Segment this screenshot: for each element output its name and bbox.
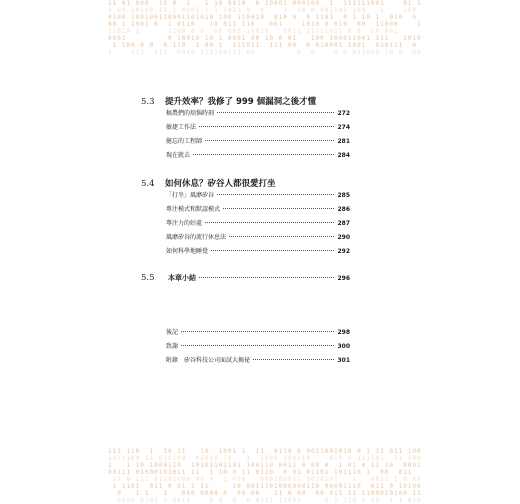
section-title: 如何休息？矽谷人都很愛打坐 <box>165 179 276 189</box>
toc-entry-title: 健忘的工程師 <box>166 138 203 145</box>
toc-entry-page: 284 <box>337 152 350 159</box>
toc-entry-page: 285 <box>337 192 350 199</box>
dot-leader <box>205 222 334 223</box>
toc-entry-title: 專注模式和默認模式 <box>166 206 221 213</box>
toc-entry-title: 如何科學地睡覺 <box>166 248 209 255</box>
toc-entry-page: 287 <box>337 220 350 227</box>
toc-entry-title: 現在就去 <box>166 152 191 159</box>
dot-leader <box>193 154 334 155</box>
toc-entry-title: 後記 <box>166 329 179 336</box>
dot-leader <box>253 359 334 360</box>
toc-entry-title: 致謝 <box>166 343 179 350</box>
section-number: 5.4 <box>141 179 155 189</box>
toc-entry-title: 敏捷工作法 <box>166 124 197 131</box>
toc-entry-backmatter[interactable] <box>166 341 350 350</box>
dot-leader <box>205 140 334 141</box>
dot-leader <box>181 345 334 346</box>
toc-entry-backmatter[interactable] <box>166 355 350 364</box>
toc-entry[interactable] <box>166 122 350 131</box>
toc-entry-page: 300 <box>337 343 350 350</box>
toc-entry-page: 298 <box>337 329 350 336</box>
toc-entry[interactable] <box>166 136 350 145</box>
dot-leader <box>199 126 334 127</box>
binary-pattern-top: 11 01 000 10 0 1 1 10 0010 0 10001 000100 1 111111001 01 1 1 00 10100 11 1 0001 1 1 1011 0 0 1 10 0 001101 100 1 100 0100 100100110001101010 100 110010 010 0 0 1101 0 1 10 1 010 0 00 1 1001 0 1 0110 10 011 110 001 1010 0 010 00 11000 1 11010 1 1100 0 0 00 000 10010 0011 11111011 0 0 10 001 0001 0 10010 10 1 0001 00 10 0 01 100 100011001 111 1010 1 100 0 0 0 110 1 00 1 111011 111 00 0 010001 1001 010111 0 1 111 111 0010 111100111 00 0 0 0 0 011000 10 0 00 <box>108 0 422 56</box>
binary-pattern-bottom: 111 110 1 10 11 10 1001 1 11 0110 0 0011001010 0 1 11 011 100 1011100 11 010100 01010 10 1 1000 100110 010 0 111101 11 100 1 1 10 1000110 10101101101 100110 0011 0 00 0 1 01 0 11 10 0001 00111 01000101011 11 1 10 0 11 0110 0 01 01101 101110 1 00 011 11 0 111 01101000 00 0 1 000 000100001 0010101 1 0011 1 0 00 1 1101 011 0 01 1 11 10 0011101000000110 00001110 011 0 10100 0 1 1 1 000 0000 0 00 00 11 0 00 00 011 11 1100010100 11 0000 0101 1 0011 0 0 0 0 0111 11001 0 1 110 1 10 1 1 010 <box>108 448 422 504</box>
dot-leader <box>199 277 334 278</box>
toc-entry[interactable] <box>166 246 350 255</box>
toc-entry-page: 286 <box>337 206 350 213</box>
dot-leader <box>217 194 334 195</box>
section-number: 5.5 <box>141 273 155 283</box>
toc-entry-title: 「打坐」風靡矽谷 <box>166 192 215 199</box>
section-heading <box>141 177 276 189</box>
toc-entry-summary[interactable] <box>168 273 350 283</box>
dot-leader <box>217 112 334 113</box>
toc-entry[interactable] <box>166 108 350 117</box>
dot-leader <box>229 236 334 237</box>
toc-entry[interactable] <box>166 190 350 199</box>
toc-entry[interactable] <box>166 150 350 159</box>
toc-entry-title: 附錄 矽谷科技公司面試大揭祕 <box>166 357 251 364</box>
dot-leader <box>223 208 334 209</box>
toc-entry-page: 290 <box>337 234 350 241</box>
toc-entry-title: 專注力的好處 <box>166 220 203 227</box>
toc-entry-page: 296 <box>337 275 350 282</box>
toc-entry[interactable] <box>166 232 350 241</box>
summary-heading <box>141 273 165 283</box>
toc-entry-title: 稿農們的煩惱時刻 <box>166 110 215 117</box>
section-number: 5.3 <box>141 97 155 107</box>
section-heading <box>141 95 316 107</box>
toc-entry-backmatter[interactable] <box>166 327 350 336</box>
toc-entry-page: 274 <box>337 124 350 131</box>
toc-entry-title: 風靡矽谷的流行休息法 <box>166 234 227 241</box>
toc-entry[interactable] <box>166 204 350 213</box>
toc-entry-page: 292 <box>337 248 350 255</box>
dot-leader <box>181 331 334 332</box>
toc-entry-page: 301 <box>337 357 350 364</box>
toc-entry-title: 本章小結 <box>168 274 196 282</box>
dot-leader <box>211 250 334 251</box>
toc-entry[interactable] <box>166 218 350 227</box>
toc-entry-page: 272 <box>337 110 350 117</box>
section-title: 提升效率？我修了 999 個漏洞之後才懂 <box>165 97 317 107</box>
toc-entry-page: 281 <box>337 138 350 145</box>
